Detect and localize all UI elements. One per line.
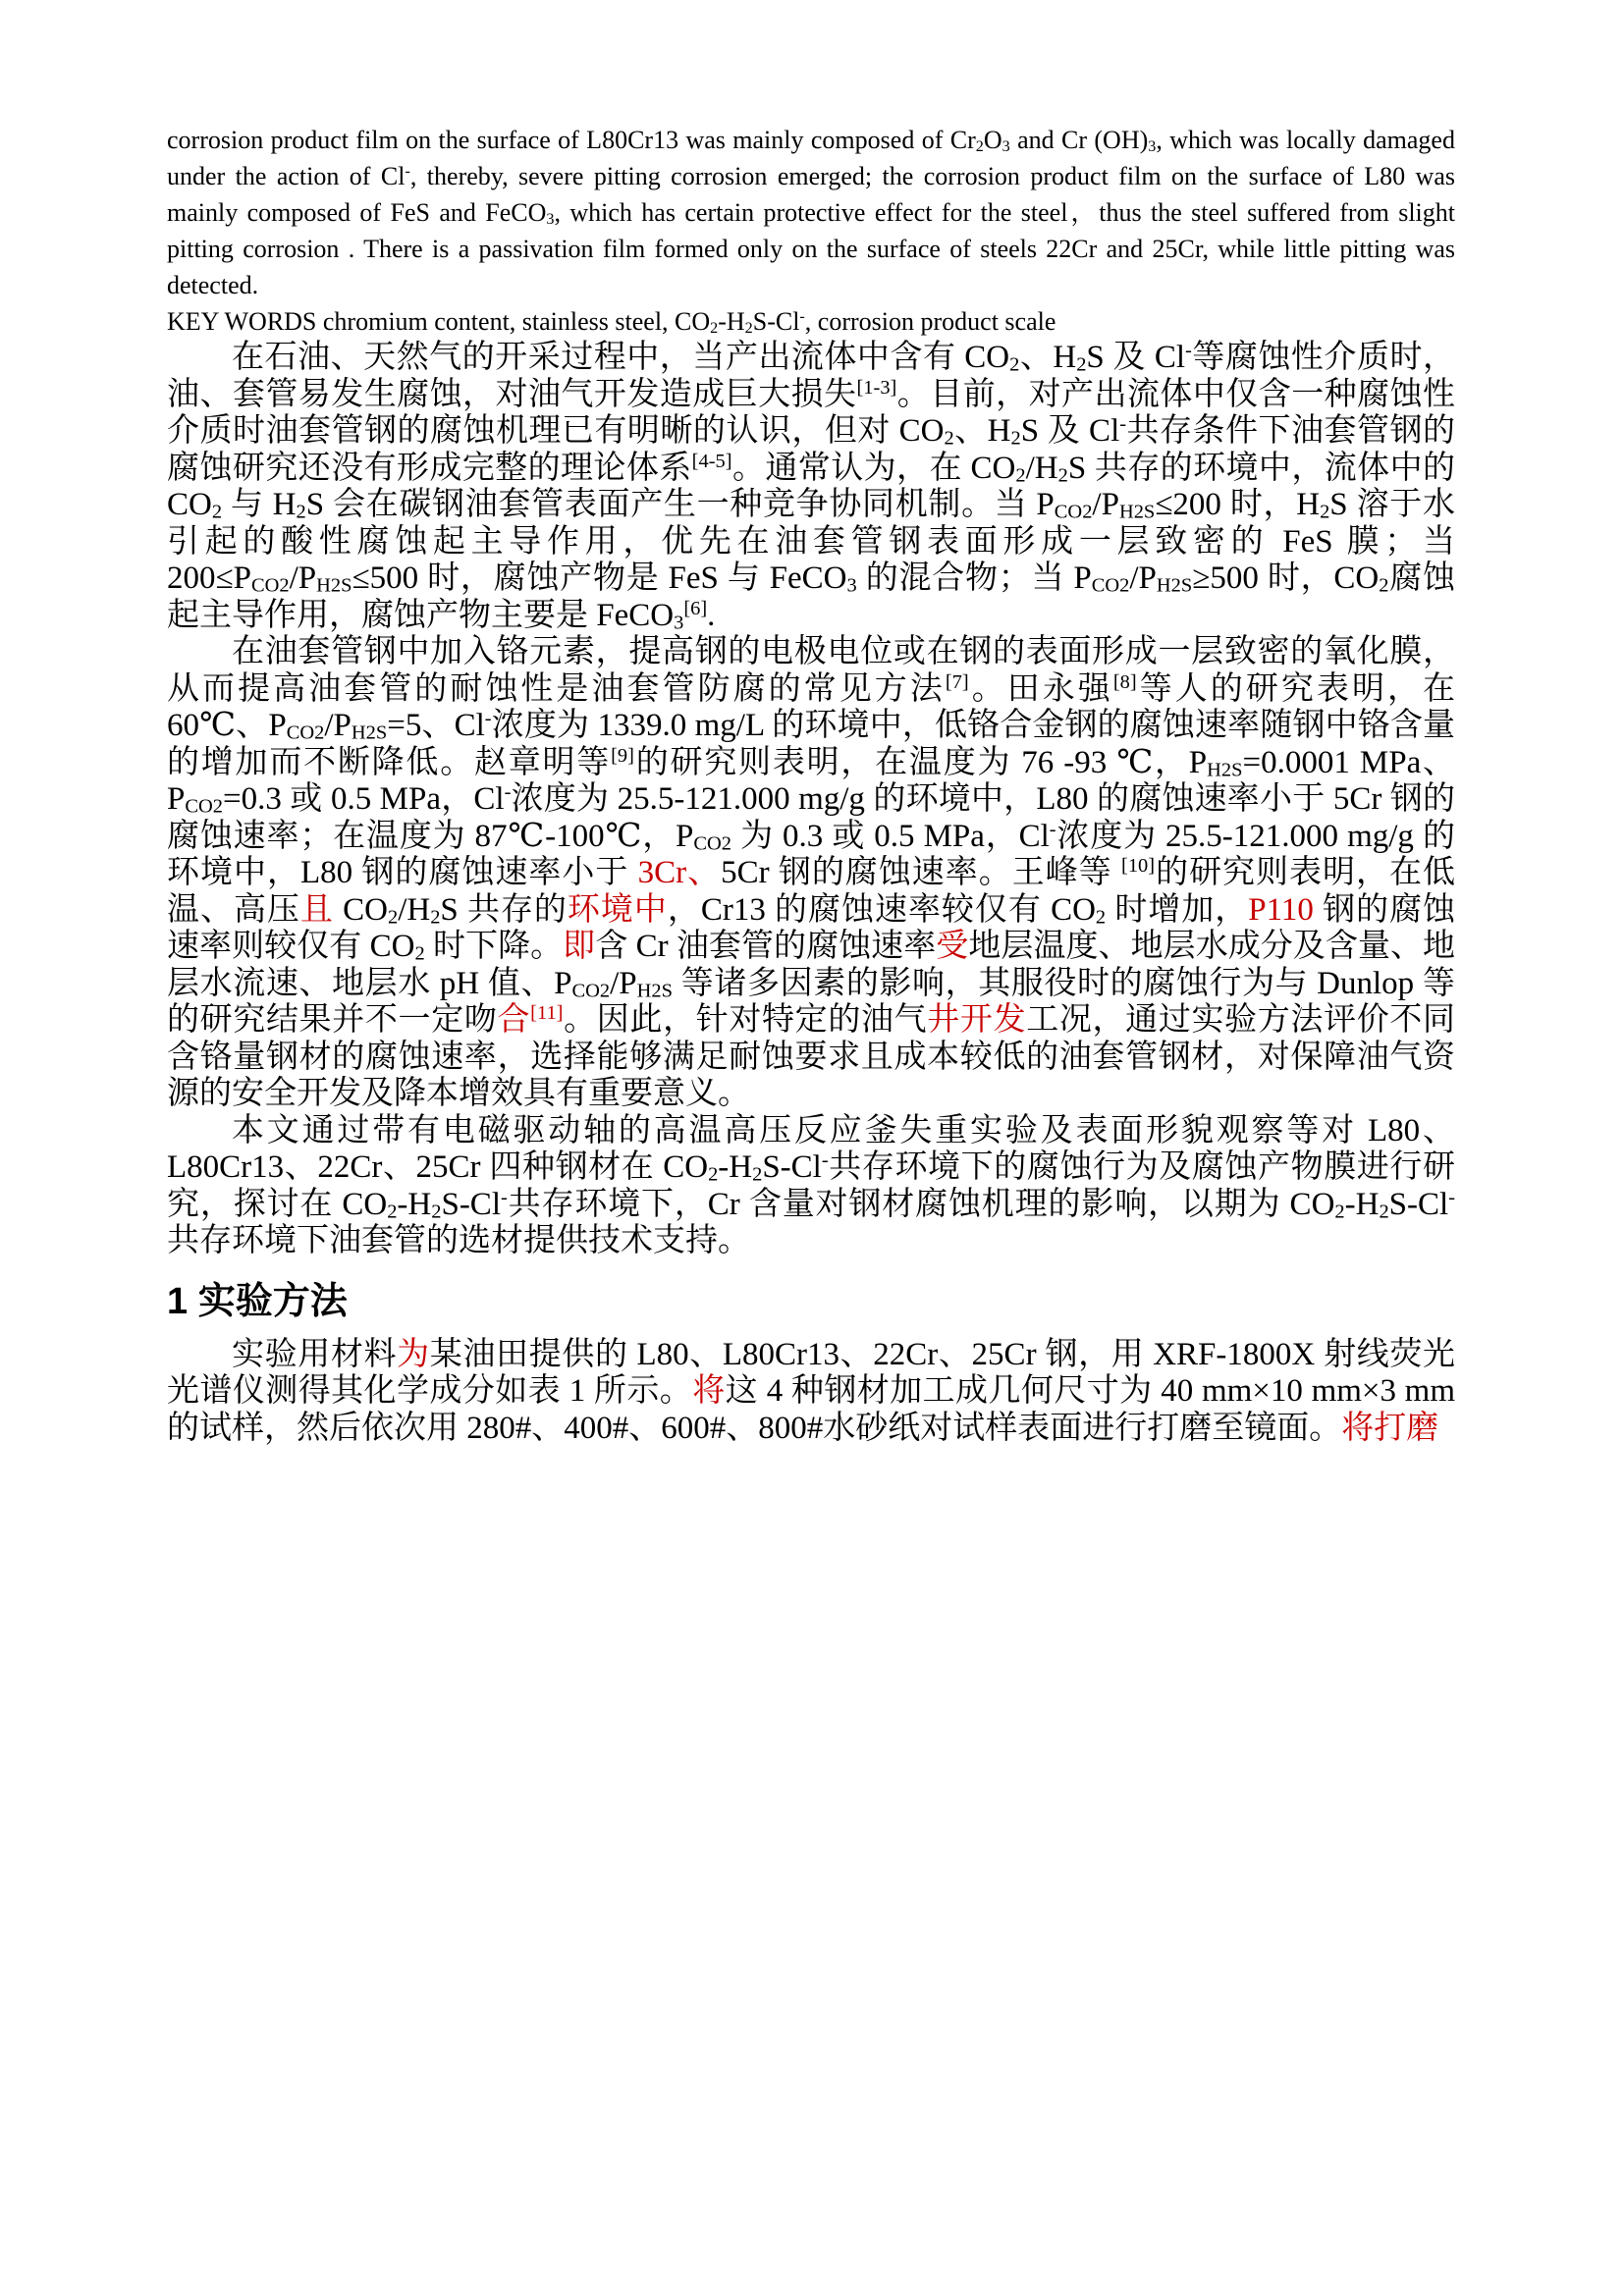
intro-paragraph-1-segment-28: ≤200 时，H: [1155, 487, 1321, 522]
intro-paragraph-1-segment-38: /P: [1129, 561, 1157, 596]
intro-paragraph-1-segment-23: 2: [296, 501, 306, 523]
intro-paragraph-3-segment-9: 2: [431, 1201, 442, 1223]
intro-paragraph-1-segment-21: 2: [211, 501, 223, 523]
intro-paragraph-1-segment-25: CO2: [1054, 501, 1093, 523]
intro-paragraph-2-segment-36: 时增加，: [1106, 891, 1249, 928]
abstract-continuation-paragraph-segment-6: , which was locally damaged under the action of Cl: [167, 126, 1455, 190]
intro-paragraph-2-segment-49-revision: 合: [497, 1002, 531, 1038]
intro-paragraph-1-segment-45: .: [707, 597, 716, 633]
intro-paragraph-2-segment-24: 5Cr 钢的腐蚀速率。王峰等: [721, 855, 1122, 890]
intro-paragraph-2-segment-14: =0.0001 MPa、P: [167, 744, 1456, 817]
intro-paragraph-1-segment-29: 2: [1320, 501, 1330, 523]
intro-paragraph-1-segment-10: 、H: [953, 413, 1011, 449]
intro-paragraph-2-segment-46: /P: [610, 965, 637, 1001]
intro-paragraph-2-segment-13: H2S: [1207, 759, 1243, 781]
keywords-line-segment-2: -H: [718, 307, 745, 336]
intro-paragraph-2-segment-28: CO: [333, 891, 388, 928]
intro-paragraph-1-segment-36: 的混合物；当 P: [856, 561, 1092, 596]
intro-paragraph-3-segment-6: 共存环境下的腐蚀行为及腐蚀产物膜进行研究，探讨在 CO: [167, 1149, 1456, 1222]
intro-paragraph-3-segment-17: -: [1448, 1186, 1456, 1208]
intro-paragraph-1-segment-3: 2: [1076, 353, 1087, 376]
section-1-heading: [167, 1278, 1455, 1325]
keywords-line-segment-1: 2: [710, 319, 719, 337]
abstract-continuation-paragraph-segment-1: 2: [975, 137, 984, 155]
intro-paragraph-2-segment-18: 浓度为 25.5-121.000 mg/g 的环境中，L80 的腐蚀速率小于 5Cr 钢的腐蚀速率；在温度为 87℃-100℃，P: [167, 781, 1455, 854]
intro-paragraph-1-segment-5: -: [1185, 339, 1192, 361]
intro-paragraph-1-segment-42: 腐蚀起主导作用，腐蚀产物主要是 FeCO: [167, 561, 1456, 633]
intro-paragraph-2-segment-6: /P: [324, 708, 352, 743]
intro-paragraph-1-segment-11: 2: [1010, 427, 1021, 450]
intro-paragraph-2-segment-21: -: [1049, 818, 1056, 840]
intro-paragraph-3-segment-16: S-Cl: [1388, 1186, 1449, 1222]
intro-paragraph-2-segment-33-revision: 环境中: [567, 891, 668, 928]
intro-paragraph-1-segment-39: H2S: [1156, 574, 1193, 597]
methods-paragraph-1-segment-3-revision: 将: [692, 1373, 726, 1409]
intro-paragraph-1-segment-4: S 及 Cl: [1086, 340, 1186, 375]
intro-paragraph-2-segment-1: [7]: [945, 670, 969, 693]
intro-paragraph-3-segment-11: -: [501, 1186, 508, 1208]
intro-paragraph-1-segment-16: 。通常认为，在 CO: [731, 450, 1016, 486]
intro-paragraph-2-segment-37-revision: P110: [1248, 891, 1314, 928]
intro-paragraph-2-segment-26: 的研究则表明，在低温、高压: [167, 855, 1456, 928]
abstract-continuation-paragraph: [167, 122, 1455, 303]
intro-paragraph-2-segment-48: 等诸多因素的影响，其服役时的腐蚀行为与 Dunlop 等的研究结果并不一定吻: [167, 965, 1455, 1038]
intro-paragraph-1-segment-0: 在石油、天然气的开采过程中，当产出流体中含有 CO: [232, 340, 1010, 375]
intro-paragraph-2-segment-29: 2: [387, 906, 399, 929]
intro-paragraph-1-segment-6: 等腐蚀性介质时，油、套管易发生腐蚀，对油气开发造成巨大损失: [167, 340, 1455, 412]
intro-paragraph-2-segment-4: 等人的研究表明，在 60℃、P: [167, 670, 1456, 743]
intro-paragraph-1-segment-44: [6]: [683, 597, 708, 619]
abstract-continuation-paragraph-segment-8: , thereby, severe pitting corrosion emerged; the corrosion product film on the surface of L80 was mainly composed of FeS and FeCO: [167, 162, 1455, 227]
intro-paragraph-2-segment-16: =0.3 或 0.5 MPa，Cl: [222, 781, 505, 817]
intro-paragraph-2: [167, 634, 1455, 1113]
intro-paragraph-2-segment-23-revision: 3Cr、: [637, 855, 722, 890]
keywords-line-segment-6: , corrosion product scale: [804, 307, 1056, 336]
methods-paragraph-1-segment-0: 实验用材料: [232, 1336, 398, 1372]
intro-paragraph-1-segment-32: /P: [289, 561, 317, 596]
intro-paragraph-2-segment-15: CO2: [185, 795, 223, 818]
intro-paragraph-2-segment-2: 。田永强: [968, 670, 1113, 707]
intro-paragraph-2-segment-17: -: [504, 780, 512, 803]
abstract-continuation-paragraph-segment-4: and Cr (OH): [1009, 126, 1149, 154]
methods-paragraph-1-segment-2: 某油田提供的 L80、L80Cr13、22Cr、25Cr 钢，用 XRF-1800X 射线荧光光谱仪测得其化学成分如表 1 所示。: [167, 1336, 1456, 1409]
keywords-line-segment-0: KEY WORDS chromium content, stainless steel, CO: [167, 307, 711, 336]
intro-paragraph-2-segment-40: 时下降。: [424, 929, 564, 964]
intro-paragraph-1-segment-9: 2: [944, 427, 954, 450]
intro-paragraph-1-segment-15: [4-5]: [691, 450, 732, 472]
intro-paragraph-3-segment-10: S-Cl: [441, 1186, 501, 1222]
intro-paragraph-2-segment-35: 2: [1095, 906, 1107, 929]
intro-paragraph-1-segment-13: -: [1119, 412, 1127, 435]
intro-paragraph-3: [167, 1113, 1455, 1260]
keywords-line: [167, 303, 1455, 340]
intro-paragraph-2-segment-41-revision: 即: [563, 929, 596, 964]
document-body: [167, 122, 1455, 1447]
intro-paragraph-1-segment-7: [1-3]: [856, 376, 897, 399]
intro-paragraph-2-segment-39: 2: [414, 942, 425, 965]
intro-paragraph-1-segment-34: ≤500 时，腐蚀产物是 FeS 与 FeCO: [352, 561, 847, 596]
methods-paragraph-1: [167, 1337, 1455, 1448]
intro-paragraph-1-segment-22: 与 H: [222, 487, 297, 522]
intro-paragraph-1-segment-27: H2S: [1118, 501, 1156, 523]
intro-paragraph-2-segment-22: 浓度为 25.5-121.000 mg/g 的环境中，L80 钢的腐蚀速率小于: [167, 818, 1455, 890]
intro-paragraph-2-segment-52-revision: 井开发: [927, 1002, 1027, 1038]
intro-paragraph-2-segment-50-revision: [11]: [530, 1001, 564, 1024]
intro-paragraph-3-segment-8: -H: [397, 1186, 432, 1222]
abstract-continuation-paragraph-segment-10: , which has certain protective effect for the steel，thus the steel suffered from slight pitting corrosion . There is a passivation film formed only on the surface of steels 22Cr and 25Cr, while little pitting was detected.: [167, 198, 1455, 299]
intro-paragraph-1-segment-33: H2S: [316, 574, 352, 597]
intro-paragraph-2-segment-38: 钢的腐蚀速率则较仅有 CO: [167, 891, 1456, 964]
intro-paragraph-3-segment-13: 2: [1334, 1201, 1345, 1223]
methods-paragraph-1-segment-4: 这 4 种钢材加工成几何尺寸为 40 mm×10 mm×3 mm 的试样，然后依次用 280#、400#、600#、800#水砂纸对试样表面进行打磨至镜面。: [167, 1373, 1456, 1446]
intro-paragraph-1-segment-8: 。目前，对产出流体中仅含一种腐蚀性介质时油套管钢的腐蚀机理已有明晰的认识，但对 CO: [167, 376, 1456, 449]
abstract-continuation-paragraph-segment-5: 3: [1148, 137, 1157, 155]
intro-paragraph-2-segment-7: H2S: [351, 721, 388, 744]
intro-paragraph-1-segment-37: CO2: [1091, 574, 1130, 597]
intro-paragraph-1-segment-19: 2: [1057, 464, 1068, 487]
methods-paragraph-1-segment-1-revision: 为: [397, 1336, 430, 1372]
intro-paragraph-3-segment-0: 本文通过带有电磁驱动轴的高温高压反应釜失重实验及表面形貌观察等对 L80、L80Cr13、22Cr、25Cr 四种钢材在 CO: [167, 1112, 1455, 1185]
intro-paragraph-3-segment-5: -: [821, 1148, 829, 1171]
keywords-line-segment-3: 2: [744, 319, 753, 337]
section-1-heading-segment-0: 1 实验方法: [167, 1280, 348, 1322]
abstract-continuation-paragraph-segment-2: O: [983, 126, 1002, 154]
intro-paragraph-2-segment-45: CO2: [571, 980, 611, 1002]
intro-paragraph-2-segment-30: /H: [398, 891, 431, 928]
intro-paragraph-2-segment-43-revision: 受: [936, 929, 969, 964]
intro-paragraph-2-segment-44: 地层温度、地层水成分及含量、地层水流速、地层水 pH 值、P: [167, 929, 1456, 1001]
intro-paragraph-2-segment-9: -: [484, 707, 492, 729]
intro-paragraph-2-segment-10: 浓度为 1339.0 mg/L 的环境中，低铬合金钢的腐蚀速率随钢中铬含量的增加而不断降低。赵章明等: [167, 708, 1455, 780]
intro-paragraph-2-segment-42: 含 Cr 油套管的腐蚀速率: [595, 929, 937, 964]
abstract-continuation-paragraph-segment-0: corrosion product film on the surface of L80Cr13 was mainly composed of Cr: [167, 126, 976, 154]
methods-paragraph-1-segment-5-revision: 将打磨: [1341, 1410, 1439, 1446]
intro-paragraph-3-segment-18: 共存环境下油套管的选材提供技术支持。: [167, 1223, 750, 1258]
keywords-line-segment-5: -: [799, 308, 805, 326]
intro-paragraph-3-segment-1: 2: [708, 1163, 719, 1186]
intro-paragraph-3-segment-2: -H: [718, 1149, 753, 1185]
intro-paragraph-3-segment-3: 2: [752, 1163, 763, 1186]
intro-paragraph-1-segment-20: S 共存的环境中，流体中的 CO: [167, 450, 1455, 522]
intro-paragraph-2-segment-8: =5、Cl: [387, 708, 485, 743]
intro-paragraph-1-segment-30: S 溶于水引起的酸性腐蚀起主导作用，优先在油套管钢表面形成一层致密的 FeS 膜；当 200≤P: [167, 487, 1455, 596]
intro-paragraph-2-segment-51: 。因此，针对特定的油气: [563, 1002, 928, 1038]
intro-paragraph-3-segment-15: 2: [1379, 1201, 1389, 1223]
intro-paragraph-1-segment-35: 3: [846, 574, 857, 597]
intro-paragraph-2-segment-31: 2: [430, 906, 441, 929]
abstract-continuation-paragraph-segment-9: 3: [546, 210, 555, 228]
intro-paragraph-2-segment-53: 工况，通过实验方法评价不同含铬量钢材的腐蚀速率，选择能够满足耐蚀要求且成本较低的油套管钢材，对保障油气资源的安全开发及降本增效具有重要意义。: [167, 1002, 1456, 1111]
intro-paragraph-3-segment-12: 共存环境下，Cr 含量对钢材腐蚀机理的影响，以期为 CO: [507, 1186, 1335, 1222]
intro-paragraph-1-segment-31: CO2: [250, 574, 290, 597]
intro-paragraph-2-segment-19: CO2: [693, 832, 732, 855]
intro-paragraph-2-segment-32: S 共存的: [440, 891, 568, 928]
intro-paragraph-1-segment-1: 2: [1009, 353, 1020, 376]
intro-paragraph-2-segment-20: 为 0.3 或 0.5 MPa，Cl: [731, 818, 1050, 854]
intro-paragraph-3-segment-14: -H: [1344, 1186, 1380, 1222]
intro-paragraph-1-segment-2: 、H: [1019, 340, 1077, 375]
intro-paragraph-2-segment-12: 的研究则表明，在温度为 76 -93 ℃，P: [633, 744, 1208, 780]
intro-paragraph-1-segment-41: 2: [1379, 574, 1389, 597]
intro-paragraph-2-segment-5: CO2: [286, 721, 325, 744]
intro-paragraph-1-segment-40: ≥500 时，CO: [1192, 561, 1380, 596]
intro-paragraph-3-segment-7: 2: [387, 1201, 398, 1223]
intro-paragraph-2-segment-34: ，Cr13 的腐蚀速率较仅有 CO: [667, 891, 1096, 928]
intro-paragraph-2-segment-25: [10]: [1121, 854, 1156, 877]
keywords-line-segment-4: S-Cl: [752, 307, 800, 336]
intro-paragraph-3-segment-4: S-Cl: [762, 1149, 822, 1185]
intro-paragraph-1-segment-43: 3: [674, 612, 684, 634]
intro-paragraph-1-segment-26: /P: [1092, 487, 1119, 522]
intro-paragraph-2-segment-27-revision: 且: [299, 891, 334, 928]
intro-paragraph-1-segment-12: S 及 Cl: [1020, 413, 1120, 449]
intro-paragraph-1-segment-24: S 会在碳钢油套管表面产生一种竞争协同机制。当 P: [305, 487, 1055, 522]
abstract-continuation-paragraph-segment-7: -: [405, 163, 410, 181]
intro-paragraph-2-segment-47: H2S: [636, 980, 673, 1002]
intro-paragraph-2-segment-0: 在油套管钢中加入铬元素，提高钢的电极电位或在钢的表面形成一层致密的氧化膜，从而提高油套管的耐蚀性是油套管防腐的常见方法: [167, 634, 1455, 707]
intro-paragraph-1-segment-18: /H: [1025, 450, 1058, 486]
abstract-continuation-paragraph-segment-3: 3: [1001, 137, 1010, 155]
intro-paragraph-1-segment-14: 共存条件下油套管钢的腐蚀研究还没有形成完整的理论体系: [167, 413, 1455, 486]
intro-paragraph-1: [167, 340, 1455, 634]
intro-paragraph-1-segment-17: 2: [1015, 464, 1026, 487]
intro-paragraph-2-segment-3: [8]: [1112, 670, 1137, 693]
intro-paragraph-2-segment-11: [9]: [611, 744, 634, 767]
